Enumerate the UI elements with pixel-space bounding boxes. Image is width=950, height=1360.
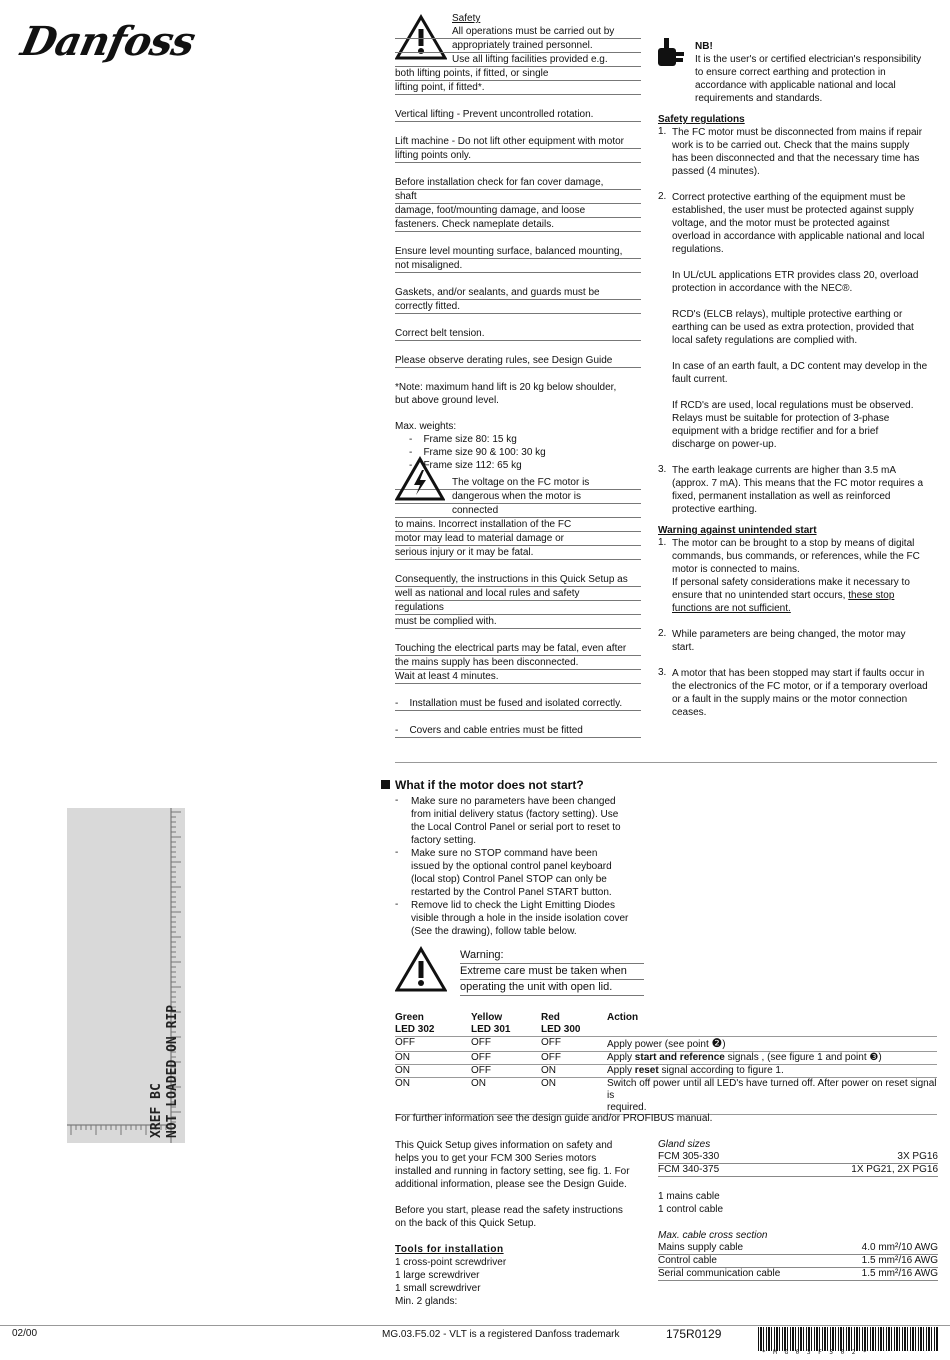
touching-line: the mains supply has been disconnected.	[395, 656, 641, 670]
unintended-text: ensure that no unintended start occurs,	[672, 590, 849, 601]
fault-line: fault current.	[672, 374, 728, 385]
voltage-line: motor may lead to material damage or	[395, 532, 641, 546]
xref-label: NOT LOADED ON RIP	[165, 1004, 180, 1138]
regulation-line: (approx. 7 mA). This means that the FC motor requires a	[672, 478, 924, 489]
regulation-line: regulations.	[672, 244, 724, 255]
regulation-item: 2. Correct protective earthing of the equipment must be established, the user must be protected against supply voltage, and the motor must be protected against overload in accordance with applicable national and local regulations. In UL/cUL applications ETR provides class 20, overload protection in accordance with the NEC®. RCD's (ELCB relays), multiple protective earthing or earthing can be used as extra protection, provided that local safety regulations are complied with. In case of an earth fault, a DC content may develop in the fault current. If RCD's are used, local regulations must be observed. Relays must be suitable for protection of 3-phase equipment with a bridge rectifier and for a brief discharge on power-up.	[658, 191, 928, 450]
unintended-line: start.	[672, 642, 695, 653]
regulation-line: overload in accordance with applicable national and local	[672, 231, 925, 242]
footer-code: 175R0129	[666, 1327, 722, 1341]
cross-section-table	[658, 1242, 938, 1281]
table-row	[658, 1268, 938, 1281]
nb-line: requirements and standards.	[695, 93, 823, 104]
intro-line: This Quick Setup gives information on safety and	[395, 1140, 613, 1151]
safety-item: correctly fitted.	[395, 300, 641, 314]
table-row	[395, 1037, 937, 1052]
safety-line: both lifting points, if fitted, or single	[395, 67, 641, 81]
action-bold: start and reference	[634, 1052, 725, 1063]
safety-item: lifting points only.	[395, 149, 641, 163]
column-header: LED 301	[471, 1024, 541, 1037]
column-header: LED 300	[541, 1024, 607, 1037]
action-text: Apply	[607, 1052, 635, 1063]
regulation-line: The FC motor must be disconnected from mains if repair	[672, 127, 923, 138]
action-bold: reset	[634, 1065, 659, 1076]
action-text: Apply power (see point	[607, 1039, 712, 1050]
consequently-line: must be complied with.	[395, 615, 641, 629]
regulation-line: passed (4 minutes).	[672, 166, 760, 177]
section-divider	[395, 762, 937, 763]
ifrcd-line: Relays must be suitable for protection of 3-phase	[672, 413, 890, 424]
intro-line: helps you to get your FCM 300 Series motors	[395, 1153, 597, 1164]
table-cell	[607, 1065, 937, 1078]
action-text: required.	[607, 1102, 647, 1113]
touching-line: Wait at least 4 minutes.	[395, 670, 641, 684]
unintended-line: the electronics of the FC motor, or if a temporary overload	[672, 681, 928, 692]
unintended-line: or a fault in the supply mains or the motor connection	[672, 694, 908, 705]
safety-line: appropriately trained personnel.	[395, 39, 641, 53]
not-start-line: the Local Control Panel or serial port to reset to	[411, 822, 621, 833]
not-start-line: Remove lid to check the Light Emitting Diodes	[411, 900, 615, 911]
column-header: Action	[607, 1012, 639, 1023]
weight-item: - Frame size 90 & 100: 30 kg	[409, 447, 546, 458]
weight-item: - Frame size 112: 65 kg	[409, 460, 522, 471]
ul-line: protection in accordance with the NEC®.	[672, 283, 853, 294]
voltage-line: to mains. Incorrect installation of the FC	[395, 518, 641, 532]
not-start-line: visible through a hole in the inside isolation cover	[411, 913, 629, 924]
table-cell: OFF	[541, 1037, 607, 1052]
led-status-table	[395, 1012, 937, 1115]
nb-line: to ensure correct earthing and protection in	[695, 67, 886, 78]
footer-rule	[0, 1325, 950, 1326]
unintended-line: While parameters are being changed, the motor may	[672, 629, 906, 640]
safety-item: shaft	[395, 190, 641, 204]
table-cell	[607, 1078, 937, 1115]
weights-title: Max. weights:	[395, 421, 457, 432]
action-text: )	[722, 1039, 726, 1050]
voltage-line: The voltage on the FC motor is	[395, 476, 641, 490]
table-row	[395, 1065, 937, 1078]
regulation-line: voltage, and the motor must be protected against	[672, 218, 890, 229]
consequently-line: Consequently, the instructions in this Quick Setup as	[395, 573, 641, 587]
safety-line: lifting point, if fitted*.	[395, 81, 641, 95]
rcd-line: local safety regulations are complied with.	[672, 335, 858, 346]
further-info: For further information see the design guide and/or PROFIBUS manual.	[395, 1113, 713, 1124]
table-cell: 1.5 mm²/16 AWG	[830, 1255, 938, 1268]
tool-item: 1 cross-point screwdriver	[395, 1257, 507, 1268]
safety-item: Vertical lifting - Prevent uncontrolled rotation.	[395, 108, 641, 122]
regulation-line: Correct protective earthing of the equipment must be	[672, 192, 906, 203]
warning-line: Warning:	[460, 948, 644, 964]
section-bullet-icon	[381, 780, 390, 789]
not-start-line: Make sure no STOP command have been	[411, 848, 598, 859]
table-cell: Serial communication cable	[658, 1268, 830, 1281]
unintended-underlined: functions are not sufficient.	[672, 603, 791, 614]
unintended-line: commands, bus commands, or references, while the FC	[672, 551, 920, 562]
ul-line: In UL/cUL applications ETR provides class 20, overload	[672, 270, 919, 281]
before-line: on the back of this Quick Setup.	[395, 1218, 537, 1229]
covers-line: - Covers and cable entries must be fitted	[395, 724, 641, 738]
not-start-list	[395, 795, 645, 938]
intro-line: additional information, please see the Design Guide.	[395, 1179, 627, 1190]
unintended-line: motor is connected to mains.	[672, 564, 800, 575]
safety-item: Please observe derating rules, see Design Guide	[395, 354, 641, 368]
column-header: Yellow	[471, 1012, 503, 1023]
not-start-title: What if the motor does not start?	[395, 778, 584, 792]
safety-item: Correct belt tension.	[395, 327, 641, 341]
not-start-line: (local stop) Control Panel STOP can only be	[411, 874, 607, 885]
fault-line: In case of an earth fault, a DC content may develop in the	[672, 361, 928, 372]
safety-section	[395, 12, 641, 738]
intro-block	[395, 1139, 645, 1308]
not-start-line: restarted by the Control Panel START button.	[411, 887, 612, 898]
table-cell: ON	[395, 1065, 471, 1078]
voltage-line: serious injury or it may be fatal.	[395, 546, 641, 560]
table-cell	[607, 1052, 937, 1065]
hand-lift-note: *Note: maximum hand lift is 20 kg below shoulder,	[395, 382, 617, 393]
warning-line: Extreme care must be taken when	[460, 964, 644, 980]
regulation-item: 3. The earth leakage currents are higher than 3.5 mA (approx. 7 mA). This means that the FC motor requires a fixed, permanent installation as well as reinforced protective earthing.	[658, 464, 924, 515]
before-line: Before you start, please read the safety instructions	[395, 1205, 623, 1216]
table-cell: ON	[395, 1052, 471, 1065]
unintended-underlined: these stop	[848, 590, 895, 601]
table-row	[658, 1151, 938, 1164]
table-cell: FCM 340-375	[658, 1164, 774, 1177]
table-cell: ON	[395, 1078, 471, 1115]
table-cell: 4.0 mm²/10 AWG	[830, 1242, 938, 1255]
gland-block	[658, 1138, 938, 1281]
regulation-line: The earth leakage currents are higher than 3.5 mA	[672, 465, 897, 476]
hand-lift-note: but above ground level.	[395, 395, 499, 406]
safety-line: All operations must be carried out by	[395, 25, 641, 39]
regulation-item: 1. The FC motor must be disconnected from mains if repair work is to be carried out. Check that the mains supply has been disconnected and that the necessary time has passed (4 minutes).	[658, 126, 923, 177]
table-cell: ON	[541, 1065, 607, 1078]
cross-section-title: Max. cable cross section	[658, 1230, 768, 1241]
open-lid-warning	[460, 948, 644, 996]
xref-label: XREF BC	[149, 1083, 164, 1138]
consequently-line: regulations	[395, 601, 641, 615]
rcd-line: RCD's (ELCB relays), multiple protective earthing or	[672, 309, 903, 320]
safety-item: fasteners. Check nameplate details.	[395, 218, 641, 232]
safety-line: Use all lifting facilities provided e.g.	[395, 53, 641, 67]
table-header-row	[395, 1024, 937, 1037]
not-start-item: - Make sure no parameters have been changed from initial delivery status (factory setting). Use the Local Control Panel or serial port to reset to factory setting.	[395, 795, 621, 846]
voltage-line: dangerous when the motor is	[395, 490, 641, 504]
table-row	[395, 1052, 937, 1065]
safety-item: Lift machine - Do not lift other equipment with motor	[395, 135, 641, 149]
regulation-line: protective earthing.	[672, 504, 758, 515]
table-cell: OFF	[471, 1065, 541, 1078]
safety-item: damage, foot/mounting damage, and loose	[395, 204, 641, 218]
regulation-line: established, the user must be protected against supply	[672, 205, 914, 216]
nb-line: accordance with applicable national and local	[695, 80, 896, 91]
intro-line: installed and running in factory setting, see fig. 1. For	[395, 1166, 630, 1177]
electric-hazard-icon	[395, 456, 445, 502]
table-row	[395, 1078, 937, 1115]
unintended-line: The motor can be brought to a stop by means of digital	[672, 538, 915, 549]
unintended-line	[672, 589, 920, 602]
regulations-column	[658, 40, 938, 719]
action-text: Switch off power until all LED's have turned off. After power on reset signal is	[607, 1078, 937, 1101]
action-text: signal according to figure 1.	[658, 1065, 784, 1076]
nb-block	[658, 40, 938, 105]
touching-line: Touching the electrical parts may be fatal, even after	[395, 642, 641, 656]
table-cell: ON	[471, 1078, 541, 1115]
not-start-line: from initial delivery status (factory setting). Use	[411, 809, 619, 820]
unintended-start-title: Warning against unintended start	[658, 525, 817, 536]
not-start-line: factory setting.	[411, 835, 477, 846]
unintended-item: 3. A motor that has been stopped may start if faults occur in the electronics of the FC motor, or if a temporary overload or a fault in the supply mains or the motor connection ceases.	[658, 667, 928, 718]
column-header	[607, 1024, 937, 1037]
table-row	[658, 1164, 938, 1177]
tool-item: 1 large screwdriver	[395, 1270, 480, 1281]
ifrcd-line: If RCD's are used, local regulations must be observed.	[672, 400, 914, 411]
table-header-row	[395, 1012, 937, 1024]
registration-ruler	[67, 808, 185, 1143]
unintended-item: 1. The motor can be brought to a stop by means of digital commands, bus commands, or references, while the FC motor is connected to mains. If personal safety considerations make it necessary to ensure that no unintended start occurs, these stop functions are not sufficient.	[658, 537, 920, 614]
column-header: Red	[541, 1012, 560, 1023]
table-cell: ON	[541, 1078, 607, 1115]
not-start-line: Make sure no parameters have been changed	[411, 796, 616, 807]
footer-trademark: MG.03.F5.02 - VLT is a registered Danfoss trademark	[382, 1329, 620, 1340]
tools-title: Tools for installation	[395, 1244, 504, 1255]
rcd-line: earthing can be used as extra protection, provided that	[672, 322, 914, 333]
safety-item: Before installation check for fan cover damage,	[395, 176, 641, 190]
point-marker: ❷	[711, 1036, 723, 1050]
table-cell: FCM 305-330	[658, 1151, 774, 1164]
not-start-line: (See the drawing), follow table below.	[411, 926, 577, 937]
table-cell: 1X PG21, 2X PG16	[774, 1164, 938, 1177]
barcode-text: * M G 0 3 F 5 0 2 *	[762, 1349, 869, 1356]
column-header: LED 302	[395, 1024, 471, 1037]
barcode-icon	[758, 1327, 938, 1351]
column-header: Green	[395, 1012, 424, 1023]
not-start-line: issued by the optional control panel keyboard	[411, 861, 612, 872]
fused-line: - Installation must be fused and isolated correctly.	[395, 697, 641, 711]
weight-item: - Frame size 80: 15 kg	[409, 434, 517, 445]
action-text: signals , (see figure 1 and point ❸)	[724, 1052, 882, 1063]
tool-item: Min. 2 glands:	[395, 1296, 458, 1307]
cable-item: 1 mains cable	[658, 1191, 720, 1202]
safety-title: Safety	[452, 13, 481, 24]
table-cell	[607, 1037, 937, 1052]
unintended-line: ceases.	[672, 707, 707, 718]
table-cell: Control cable	[658, 1255, 830, 1268]
nb-title: NB!	[695, 41, 713, 52]
table-cell: OFF	[471, 1052, 541, 1065]
gland-table	[658, 1151, 938, 1177]
warning-line: operating the unit with open lid.	[460, 980, 644, 996]
table-cell: 1.5 mm²/16 AWG	[830, 1268, 938, 1281]
footer-date: 02/00	[12, 1328, 38, 1339]
action-text: Apply	[607, 1065, 635, 1076]
unintended-line: If personal safety considerations make it necessary to	[672, 577, 910, 588]
danfoss-logo: Danfoss	[17, 18, 199, 65]
table-cell: OFF	[541, 1052, 607, 1065]
not-start-item: - Remove lid to check the Light Emitting Diodes visible through a hole in the inside isolation cover (See the drawing), follow table below.	[395, 899, 629, 937]
ifrcd-line: equipment with a bridge rectifier and for a brief	[672, 426, 879, 437]
table-row	[658, 1242, 938, 1255]
regulation-line: fixed, permanent installation as well as reinforced	[672, 491, 891, 502]
table-cell: Mains supply cable	[658, 1242, 830, 1255]
voltage-line: connected	[395, 504, 641, 518]
safety-item: not misaligned.	[395, 259, 641, 273]
table-row	[658, 1255, 938, 1268]
tool-item: 1 small screwdriver	[395, 1283, 481, 1294]
regulation-line: has been disconnected and that the necessary time has	[672, 153, 920, 164]
cable-item: 1 control cable	[658, 1204, 724, 1215]
table-cell: 3X PG16	[774, 1151, 938, 1164]
not-start-item: - Make sure no STOP command have been issued by the optional control panel keyboard (local stop) Control Panel STOP can only be restarted by the Control Panel START button.	[395, 847, 612, 898]
safety-item: Gaskets, and/or sealants, and guards must be	[395, 286, 641, 300]
unintended-line: A motor that has been stopped may start if faults occur in	[672, 668, 925, 679]
safety-item: Ensure level mounting surface, balanced mounting,	[395, 245, 641, 259]
safety-regulations-title: Safety regulations	[658, 114, 745, 125]
regulation-line: work is to be carried out. Check that the mains supply	[672, 140, 910, 151]
table-cell: OFF	[471, 1037, 541, 1052]
nb-line: It is the user's or certified electrician's responsibility	[695, 54, 922, 65]
unintended-item: 2. While parameters are being changed, the motor may start.	[658, 628, 906, 653]
consequently-line: well as national and local rules and safety	[395, 587, 641, 601]
table-cell: OFF	[395, 1037, 471, 1052]
gland-title: Gland sizes	[658, 1139, 711, 1150]
ifrcd-line: discharge on power-up.	[672, 439, 777, 450]
warning-triangle-icon	[395, 946, 447, 992]
